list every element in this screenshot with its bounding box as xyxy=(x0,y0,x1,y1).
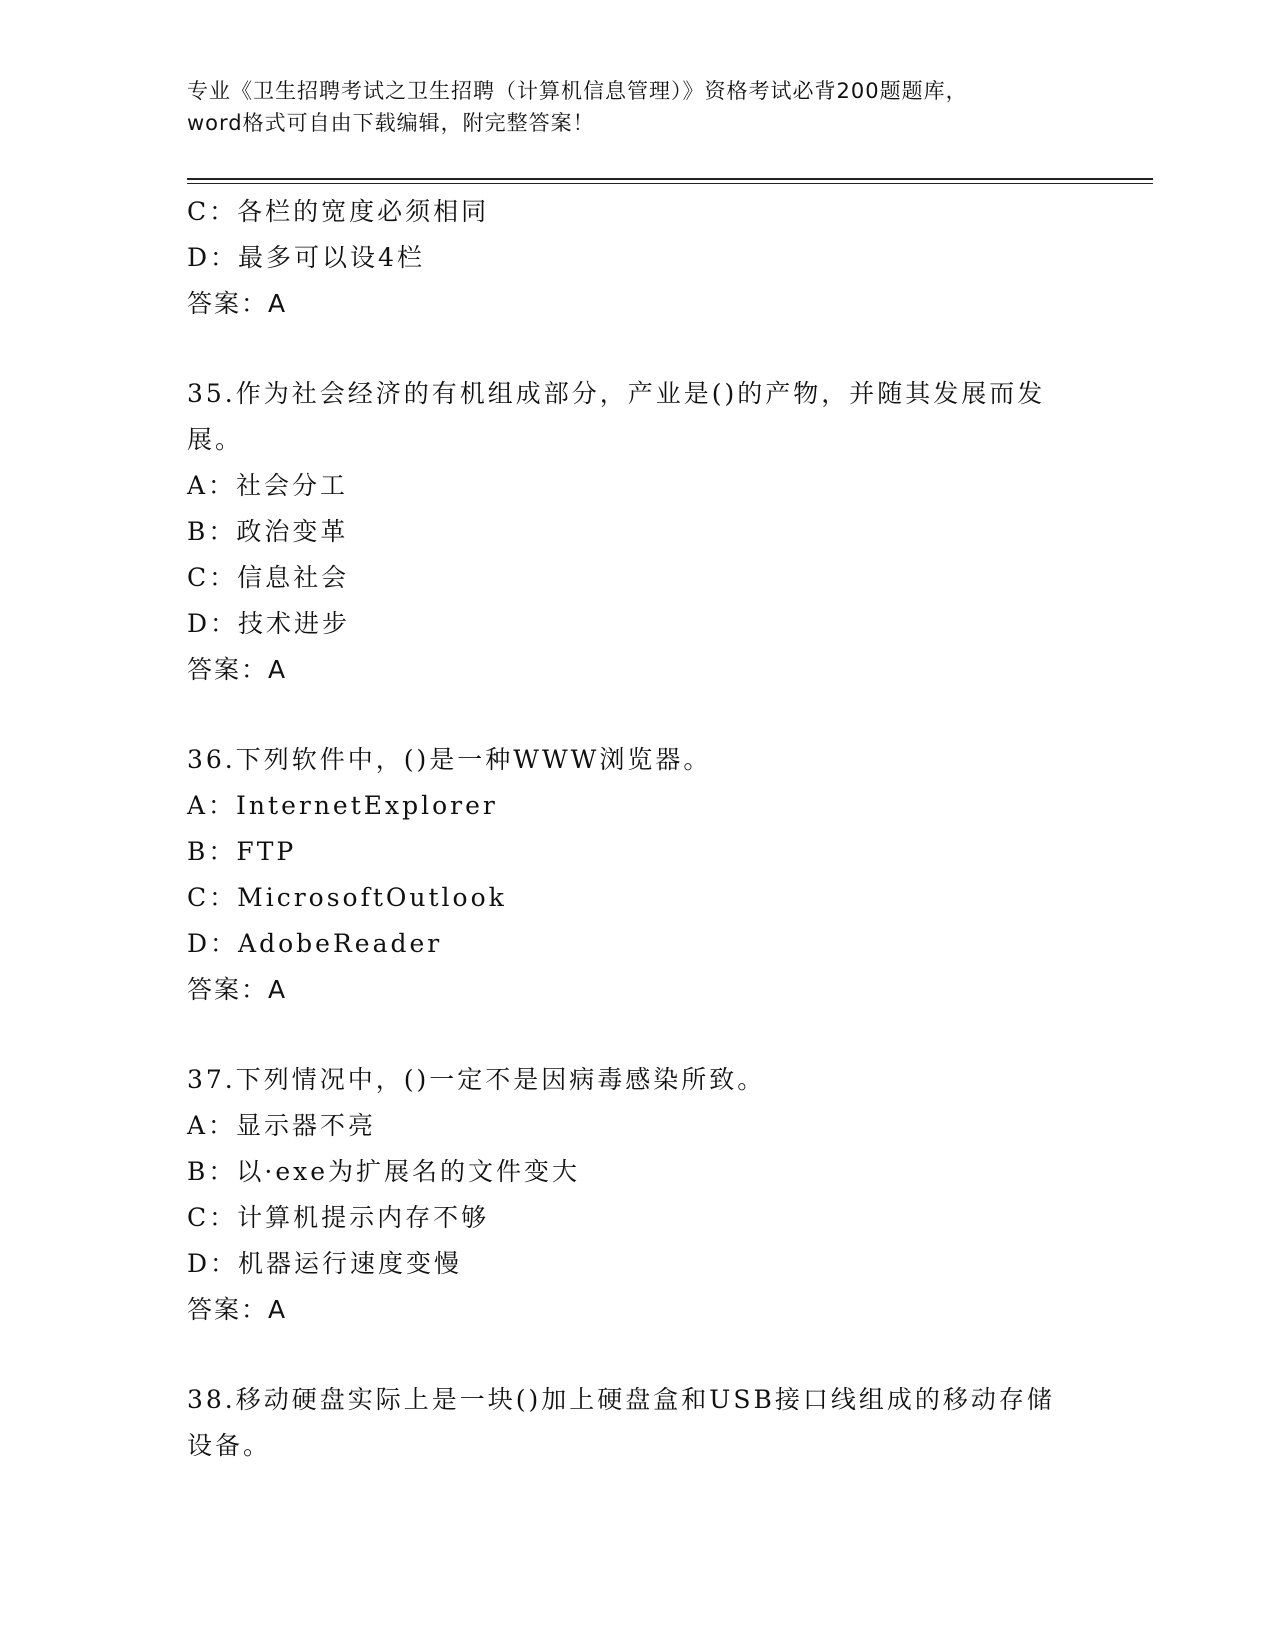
question-stem: 35.作为社会经济的有机组成部分，产业是()的产物，并随其发展而发展。 xyxy=(187,379,1046,454)
question-block-37 xyxy=(187,1057,1067,1333)
option-a: A：社会分工 xyxy=(187,471,349,500)
question-stem: 38.移动硬盘实际上是一块()加上硬盘盒和USB接口线组成的移动存储设备。 xyxy=(187,1385,1055,1460)
answer-label: 答案：A xyxy=(187,975,288,1004)
option-c: C：MicrosoftOutlook xyxy=(187,883,507,912)
option-d: D：最多可以设4栏 xyxy=(187,243,425,272)
option-a: A：InternetExplorer xyxy=(187,791,498,820)
question-stem: 36.下列软件中，()是一种WWW浏览器。 xyxy=(187,745,712,774)
document-header xyxy=(187,75,1087,139)
header-divider xyxy=(187,178,1153,180)
answer-label: 答案：A xyxy=(187,655,288,684)
option-b: B：FTP xyxy=(187,837,297,866)
answer-label: 答案：A xyxy=(187,289,288,318)
question-block-36 xyxy=(187,737,1067,1013)
option-a: A：显示器不亮 xyxy=(187,1111,377,1140)
question-stem: 37.下列情况中，()一定不是因病毒感染所致。 xyxy=(187,1065,766,1094)
option-c: C：计算机提示内存不够 xyxy=(187,1203,490,1232)
option-c: C：各栏的宽度必须相同 xyxy=(187,197,490,226)
question-block-38 xyxy=(187,1377,1067,1469)
header-line-2: word格式可自由下载编辑，附完整答案！ xyxy=(187,111,595,135)
header-line-1: 专业《卫生招聘考试之卫生招聘（计算机信息管理）》资格考试必背200题题库， xyxy=(187,79,968,103)
option-b: B：以·exe为扩展名的文件变大 xyxy=(187,1157,581,1186)
question-block-34 xyxy=(187,189,1067,327)
option-d: D：技术进步 xyxy=(187,609,351,638)
option-c: C：信息社会 xyxy=(187,563,350,592)
question-list xyxy=(187,189,1067,1469)
question-block-35 xyxy=(187,371,1067,693)
answer-label: 答案：A xyxy=(187,1295,288,1324)
header-divider-thin xyxy=(187,183,1153,184)
option-d: D：机器运行速度变慢 xyxy=(187,1249,463,1278)
option-d: D：AdobeReader xyxy=(187,929,443,958)
option-b: B：政治变革 xyxy=(187,517,349,546)
